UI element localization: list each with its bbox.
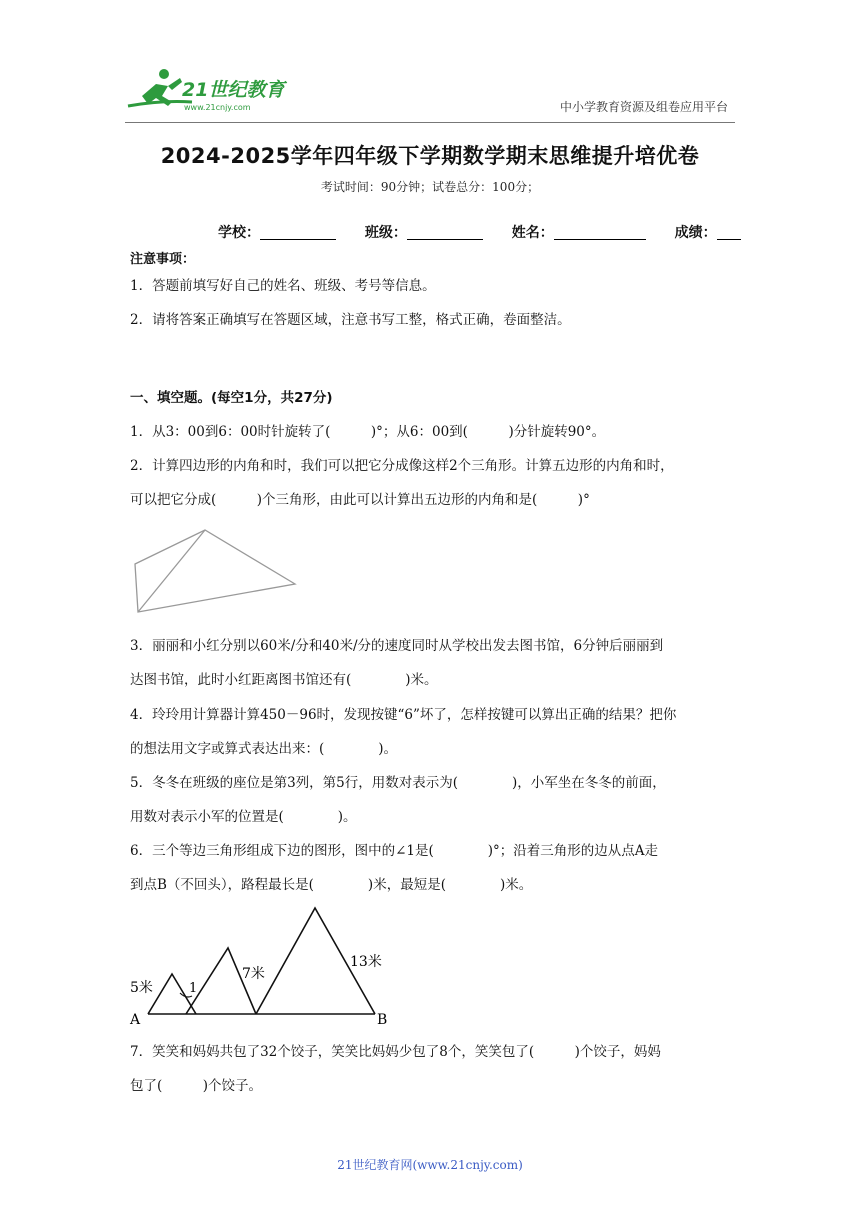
class-label: 班级： [364,225,407,241]
question-4-line-2: 的想法用文字或算式表达出来：( )。 [130,741,398,757]
question-1: 1．从3：00到6：00时针旋转了( )°；从6：00到( )分针旋转90°。 [130,424,606,440]
question-6-line-1: 6．三个等边三角形组成下边的图形，图中的∠1是( )°；沿着三角形的边从点A走 [130,843,659,859]
label-point-a: A [130,1012,141,1028]
label-angle-1: 1 [189,981,198,996]
label-5m: 5米 [130,980,153,996]
logo-text: 21世纪教育 [182,79,285,101]
quadrilateral-figure [130,526,302,622]
question-7-line-2: 包了( )个饺子。 [130,1078,263,1094]
question-2-line-1: 2．计算四边形的内角和时，我们可以把它分成像这样2个三角形。计算五边形的内角和时， [130,458,674,474]
question-3-line-1: 3．丽丽和小红分别以60米/分和40米/分的速度同时从学校出发去图书馆，6分钟后丽丽到 [130,638,664,654]
question-5-line-1: 5．冬冬在班级的座位是第3列，第5行，用数对表示为( )，小军坐在冬冬的前面， [130,775,666,791]
name-blank[interactable] [554,225,646,240]
label-point-b: B [377,1012,388,1028]
label-13m: 13米 [350,954,382,970]
school-label: 学校： [218,225,260,241]
question-3-line-2: 达图书馆，此时小红距离图书馆还有( )米。 [130,672,438,688]
section-heading: 一、填空题。(每空1分，共27分) [130,390,333,406]
question-6-line-2: 到点B（不回头），路程最长是( )米，最短是( )米。 [130,877,533,893]
student-info-row [218,222,741,242]
header-divider [125,122,735,123]
platform-text: 中小学教育资源及组卷应用平台 [559,100,728,114]
school-blank[interactable] [260,225,336,240]
question-5-line-2: 用数对表示小军的位置是( )。 [130,809,357,825]
question-2-line-2: 可以把它分成( )个三角形，由此可以计算出五边形的内角和是( )° [130,492,590,508]
logo-url: www.21cnjy.com [184,103,251,112]
question-4-line-1: 4．玲玲用计算器计算450－96时，发现按键“6”坏了，怎样按键可以算出正确的结果？把你 [130,707,677,723]
name-label: 姓名： [511,225,554,241]
triangles-figure [128,900,398,1034]
score-label: 成绩： [674,225,717,241]
score-blank[interactable] [717,225,741,240]
class-blank[interactable] [407,225,483,240]
label-7m: 7米 [242,966,265,982]
notice-item: 1．答题前填写好自己的姓名、班级、考号等信息。 [130,278,436,294]
notice-item: 2．请将答案正确填写在答题区域，注意书写工整，格式正确，卷面整洁。 [130,312,571,328]
question-7-line-1: 7．笑笑和妈妈共包了32个饺子，笑笑比妈妈少包了8个，笑笑包了( )个饺子，妈妈 [130,1044,661,1060]
logo [122,66,292,118]
notice-heading: 注意事项： [130,252,196,267]
footer-link[interactable]: 21世纪教育网(www.21cnjy.com) [337,1158,523,1172]
exam-subtitle: 考试时间：90分钟；试卷总分：100分； [320,180,540,194]
exam-title: 2024-2025学年四年级下学期数学期末思维提升培优卷 [160,144,700,168]
